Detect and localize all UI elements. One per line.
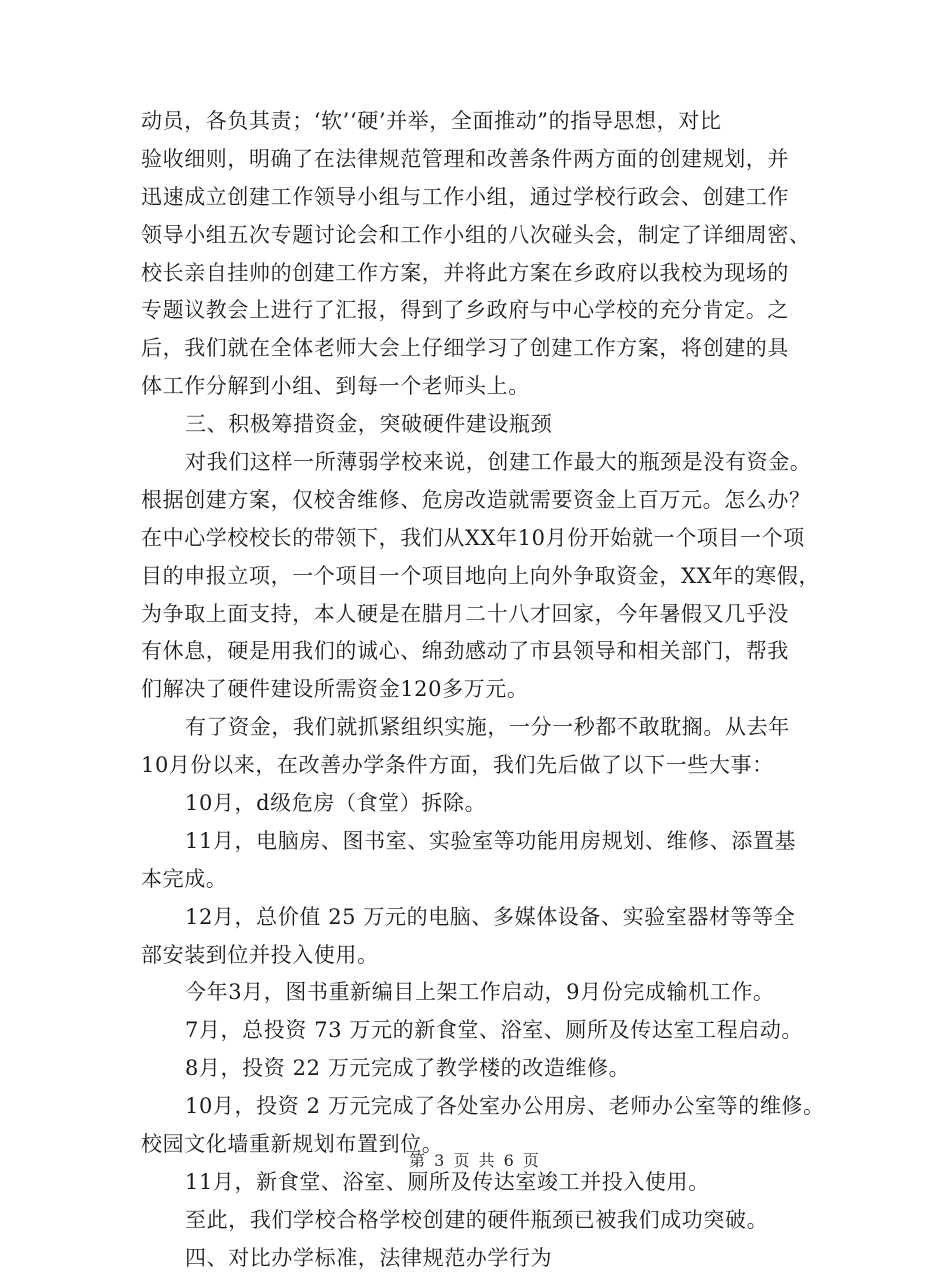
text-line: 领导小组五次专题讨论会和工作小组的八次碰头会，制定了详细周密、	[141, 222, 811, 247]
document-body	[141, 103, 825, 1278]
text-line: 们解决了硬件建设所需资金120多万元。	[141, 677, 529, 702]
text-line: 后，我们就在全体老师大会上仔细学习了创建工作方案，将创建的具	[141, 336, 789, 361]
text-line: 校长亲自挂帅的创建工作方案，并将此方案在乡政府以我校为现场的	[141, 260, 789, 285]
text-line: 有休息，硬是用我们的诚心、绵劲感动了市县领导和相关部门，帮我	[141, 639, 789, 664]
text-line: 11月，新食堂、浴室、厕所及传达室竣工并投入使用。	[185, 1169, 710, 1194]
text-line: 为争取上面支持，本人硬是在腊月二十八才回家，今年暑假又几乎没	[141, 601, 789, 626]
text-line: 今年3月，图书重新编目上架工作启动，9月份完成输机工作。	[185, 980, 775, 1005]
text-line: 10月，投资 2 万元完成了各处室办公用房、老师办公室等的维修。	[185, 1094, 825, 1119]
text-line: 四、对比办学标准，法律规范办学行为	[185, 1245, 553, 1270]
text-line: 有了资金，我们就抓紧组织实施，一分一秒都不敢耽搁。从去年	[185, 715, 790, 740]
text-line: 专题议教会上进行了汇报，得到了乡政府与中心学校的充分肯定。之	[141, 298, 789, 323]
text-line: 体工作分解到小组、到每一个老师头上。	[141, 374, 530, 399]
text-line: 迅速成立创建工作领导小组与工作小组，通过学校行政会、创建工作	[141, 184, 789, 209]
text-line: 11月，电脑房、图书室、实验室等功能用房规划、维修、添置基	[185, 828, 797, 853]
text-line: 部安装到位并投入使用。	[141, 942, 379, 967]
text-line: 校园文化墙重新规划布置到位。	[141, 1132, 444, 1157]
text-line: 8月，投资 22 万元完成了教学楼的改造维修。	[185, 1056, 631, 1081]
text-line: 12月，总价值 25 万元的电脑、多媒体设备、实验室器材等等全	[185, 904, 796, 929]
text-line: 本完成。	[141, 866, 228, 891]
text-line: 验收细则，明确了在法律规范管理和改善条件两方面的创建规划，并	[141, 146, 789, 171]
text-line: 10月份以来，在改善办学条件方面，我们先后做了以下一些大事：	[141, 753, 774, 778]
text-line: 10月，d级危房（食堂）拆除。	[185, 791, 487, 816]
text-line: 对我们这样一所薄弱学校来说，创建工作最大的瓶颈是没有资金。	[185, 450, 812, 475]
text-line: 根据创建方案，仅校舍维修、危房改造就需要资金上百万元。怎么办？	[141, 487, 811, 512]
text-line: 三、积极筹措资金，突破硬件建设瓶颈	[185, 412, 553, 437]
text-line: 至此，我们学校合格学校创建的硬件瓶颈已被我们成功突破。	[185, 1207, 769, 1232]
text-line: 动员，各负其责；‘软’‘硬’并举，全面推动”的指导思想，对比	[141, 109, 722, 133]
text-line: 目的申报立项，一个项目一个项目地向上向外争取资金，XX年的寒假，	[141, 563, 821, 588]
page-footer: 第 3 页 共 6 页	[409, 1151, 541, 1170]
text-line: 在中心学校校长的带领下，我们从XX年10月份开始就一个项目一个项	[141, 525, 805, 550]
text-line: 7月，总投资 73 万元的新食堂、浴室、厕所及传达室工程启动。	[185, 1018, 804, 1043]
